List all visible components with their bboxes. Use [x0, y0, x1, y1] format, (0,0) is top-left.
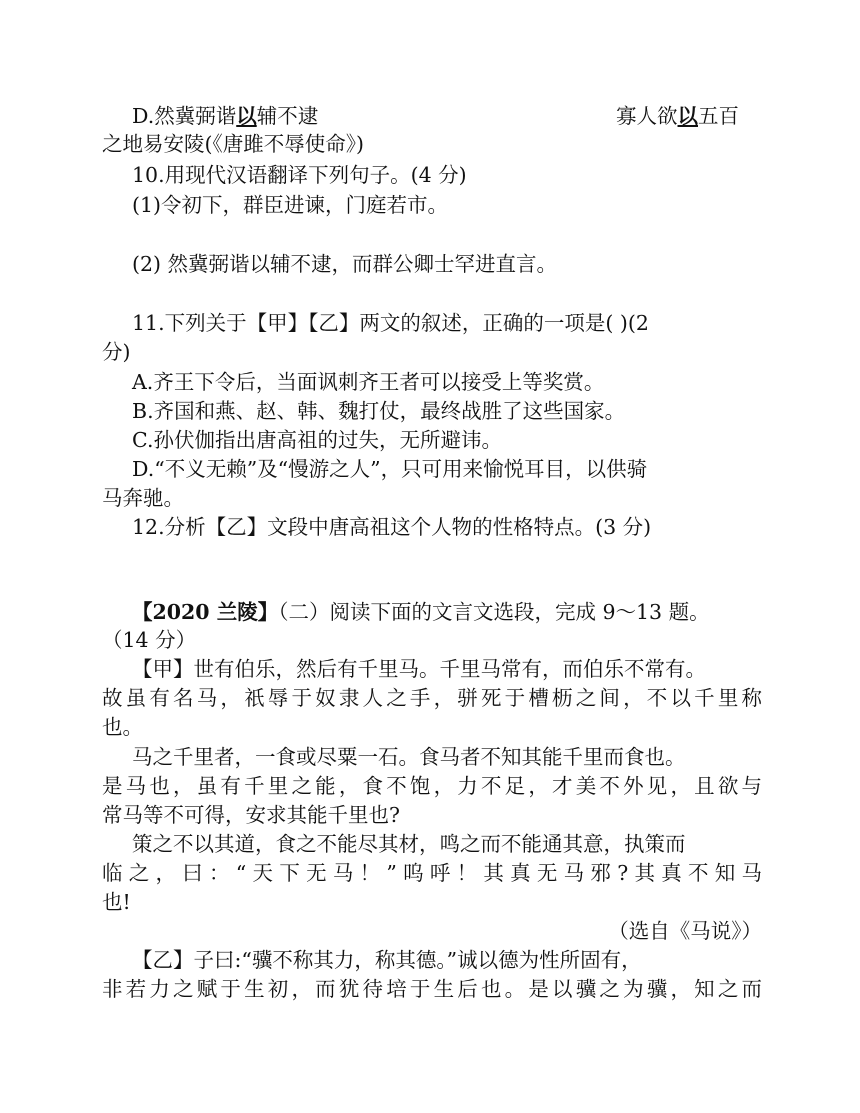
passage-line: 也。 — [102, 715, 143, 739]
section-instruction: （二）阅读下面的文言文选段，完成 9～13 题。 — [278, 600, 710, 624]
text: 辅不逮 — [256, 104, 319, 128]
passage-source: （选自《马说》） — [608, 919, 762, 943]
section-heading — [132, 600, 762, 624]
question-10: 10.用现代汉语翻译下列句子。(4 分) — [132, 163, 467, 187]
passage-line: 常马等不可得，安求其能千里也? — [102, 803, 400, 827]
option-d: D.“不义无赖”及“慢游之人”，只可用来愉悦耳目，以供骑 — [132, 457, 648, 481]
passage-line: 【乙】子曰:“骥不称其力，称其德。”诚以德为性所固有， — [132, 948, 642, 972]
text-line: 之地易安陵(《唐雎不辱使命》) — [102, 132, 364, 156]
text: D.然冀弼谐 — [132, 104, 237, 128]
section-score: （14 分） — [102, 628, 197, 652]
passage-line: 是马也，虽有千里之能，食不饱，力不足，才美不外见，且欲与 — [102, 774, 762, 798]
question-11: 11.下列关于【甲】【乙】两文的叙述，正确的一项是( )(2 — [132, 311, 649, 335]
question-11-cont: 分) — [102, 340, 131, 364]
passage-line: 非若力之赋于生初，而犹待培于生后也。是以骥之为骥，知之而 — [102, 977, 762, 1001]
option-c: C.孙伏伽指出唐高祖的过失，无所避讳。 — [132, 428, 502, 452]
passage-line: 马之千里者，一食或尽粟一石。食马者不知其能千里而食也。 — [132, 745, 686, 769]
option-d-cont: 马奔驰。 — [102, 486, 184, 510]
emphasized-char: 以 — [236, 104, 257, 128]
option-d-line — [132, 104, 762, 128]
question-10-item-2: (2) 然冀弼谐以辅不逮，而群公卿士罕进直言。 — [132, 252, 558, 276]
option-a: A.齐王下令后，当面讽刺齐王者可以接受上等奖赏。 — [132, 370, 605, 394]
question-10-item-1: (1)令初下，群臣进谏，门庭若市。 — [132, 193, 449, 217]
option-d-right: 寡人欲以五百 — [616, 104, 739, 128]
passage-line: 策之不以其道，食之不能尽其材，鸣之而不能通其意，执策而 — [132, 832, 686, 856]
option-b: B.齐国和燕、赵、韩、魏打仗，最终战胜了这些国家。 — [132, 399, 626, 423]
passage-line: 故虽有名马，祇辱于奴隶人之手，骈死于槽枥之间，不以千里称 — [102, 686, 762, 710]
passage-line: 也! — [102, 890, 131, 914]
passage-line: 【甲】世有伯乐，然后有千里马。千里马常有，而伯乐不常有。 — [132, 657, 706, 681]
section-source-label: 【2020 兰陵】 — [132, 600, 279, 624]
passage-line: 临之，曰：“天下无马！”呜呼！其真无马邪?其真不知马 — [102, 861, 762, 885]
question-12: 12.分析【乙】文段中唐高祖这个人物的性格特点。(3 分) — [132, 515, 652, 539]
